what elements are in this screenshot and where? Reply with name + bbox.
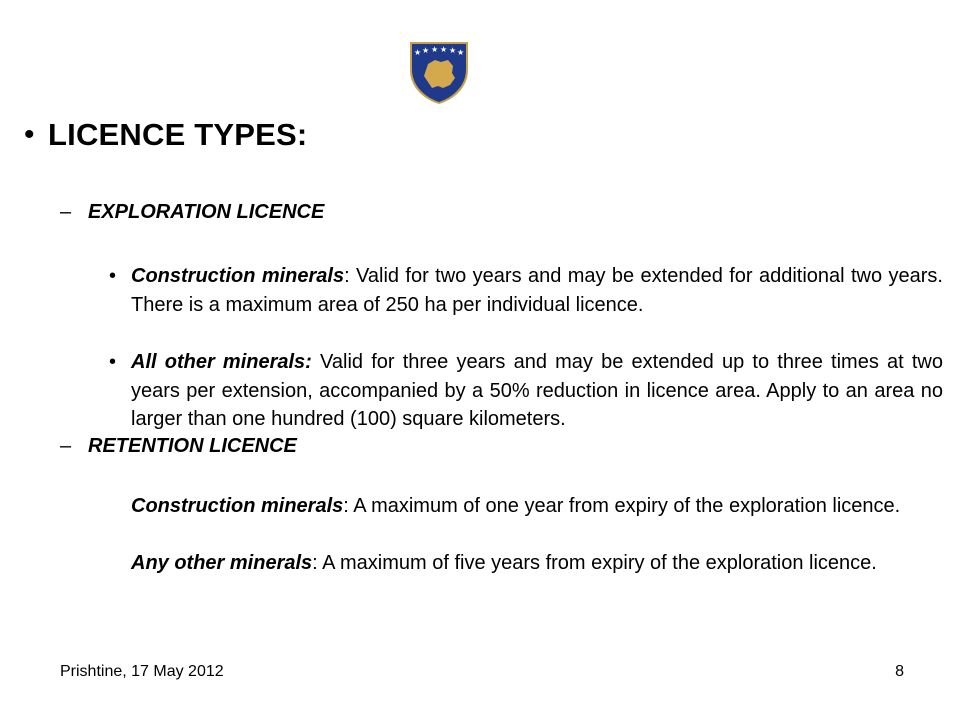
item-text: : Valid for two years and may be extended for additional two years. There is a maximum area of 250 ha per individual licence. bbox=[131, 265, 943, 316]
svg-text:★: ★ bbox=[414, 48, 422, 57]
page-number: 8 bbox=[895, 663, 904, 680]
section-title-exploration: EXPLORATION LICENCE bbox=[88, 201, 325, 223]
item-construction-minerals-exploration bbox=[131, 262, 943, 319]
footer-location-date: Prishtine, 17 May 2012 bbox=[60, 663, 224, 680]
heading-bullet: • bbox=[24, 118, 35, 151]
page-heading: LICENCE TYPES: bbox=[48, 117, 308, 152]
item-text: : A maximum of five years from expiry of the exploration licence. bbox=[312, 552, 877, 574]
item-construction-minerals-retention bbox=[131, 492, 943, 521]
item-other-minerals-exploration bbox=[131, 348, 943, 434]
item-label: Any other minerals bbox=[131, 552, 313, 574]
section-title-retention: RETENTION LICENCE bbox=[88, 435, 297, 457]
section-dash: – bbox=[60, 435, 72, 457]
item-label: Construction minerals bbox=[131, 495, 344, 517]
item-label: All other minerals: bbox=[131, 351, 312, 373]
svg-text:★: ★ bbox=[449, 46, 457, 55]
item-text: : A maximum of one year from expiry of the exploration licence. bbox=[343, 495, 901, 517]
svg-text:★: ★ bbox=[431, 45, 439, 54]
item-bullet: • bbox=[109, 351, 117, 373]
item-text: Valid for three years and may be extended up to three times at two years per extension, accompanied by a 50% reduction in licence area. Apply to an area no larger than one hundred (100) square kilometers. bbox=[131, 351, 943, 430]
item-bullet: • bbox=[109, 265, 117, 287]
item-label: Construction minerals bbox=[131, 265, 345, 287]
kosovo-coat-of-arms-icon bbox=[408, 40, 470, 104]
svg-text:★: ★ bbox=[440, 45, 448, 54]
svg-text:★: ★ bbox=[422, 46, 430, 55]
item-other-minerals-retention bbox=[131, 549, 943, 578]
svg-text:★: ★ bbox=[457, 48, 465, 57]
section-dash: – bbox=[60, 201, 72, 223]
